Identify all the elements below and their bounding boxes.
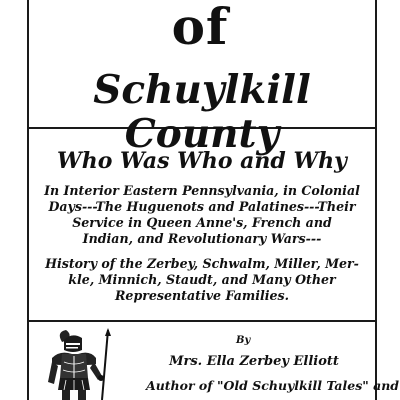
byline-by: By <box>236 335 251 346</box>
armored-knight-icon <box>42 328 122 400</box>
description-paragraph <box>38 183 366 247</box>
description-line: Indian, and Revolutionary Wars--- <box>82 231 322 246</box>
title-of: of <box>171 0 229 56</box>
description-line: Days---The Huguenots and Palatines---Their <box>48 199 356 214</box>
families-paragraph <box>38 256 366 304</box>
left-border-rule <box>27 0 29 400</box>
families-line: History of the Zerbey, Schwalm, Miller, Mer- <box>45 256 359 271</box>
page-title: Schuylkill County <box>93 67 311 157</box>
description-line: Service in Queen Anne's, French and <box>72 215 332 230</box>
description-line: In Interior Eastern Pennsylvania, in Colonial <box>44 183 360 198</box>
author-note: Author of "Old Schuylkill Tales" and <box>146 378 400 393</box>
families-line: Representative Families. <box>114 288 290 303</box>
right-border-rule <box>375 0 377 400</box>
author-name: Mrs. Ella Zerbey Elliott <box>169 354 339 369</box>
subtitle: Who Was Who and Why <box>57 148 347 174</box>
families-line: kle, Minnich, Staudt, and Many Other <box>68 272 336 287</box>
byline-divider-rule <box>28 320 376 322</box>
